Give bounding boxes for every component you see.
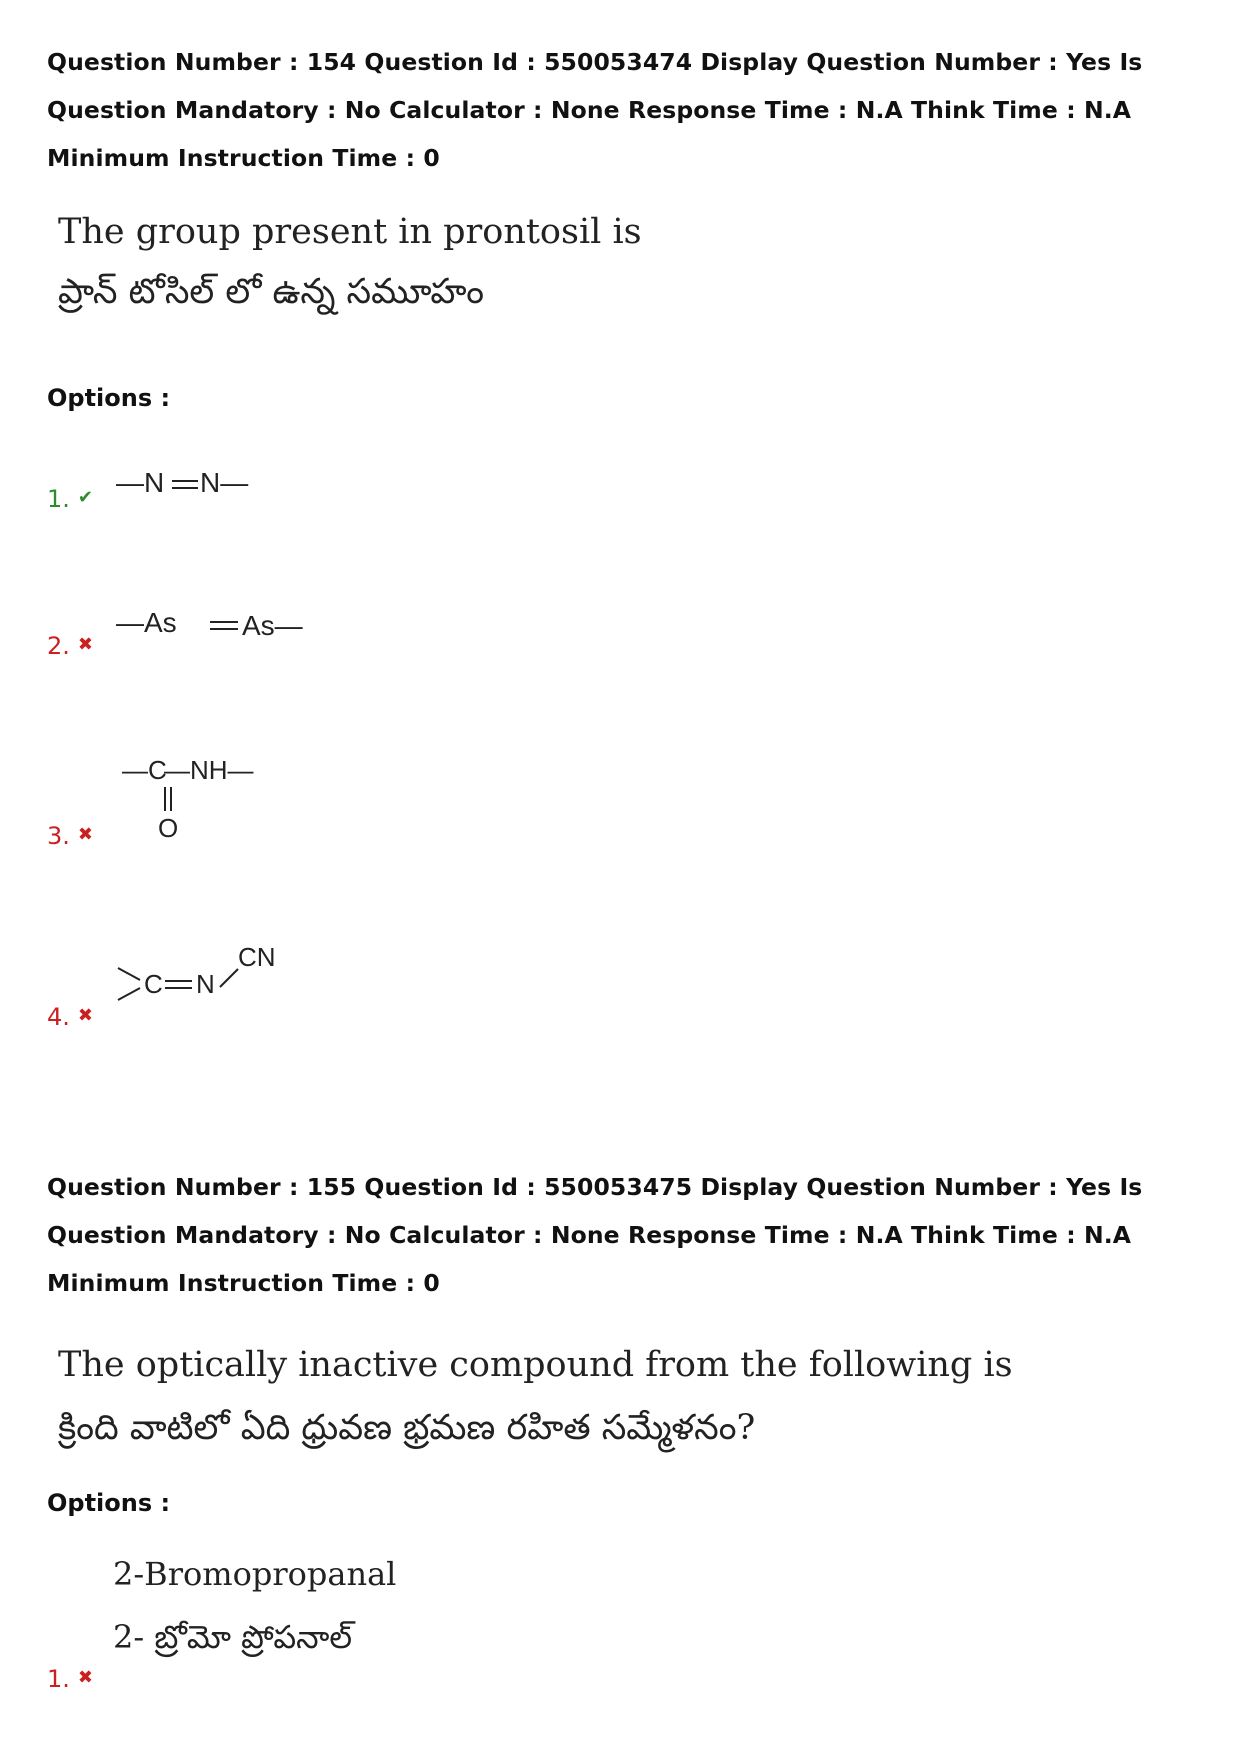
- formula-part: N: [196, 969, 215, 999]
- cross-icon: ✖: [77, 634, 93, 655]
- cross-icon: ✖: [77, 1005, 93, 1026]
- option-number-label: 4.: [47, 1003, 70, 1031]
- formula-part: CN: [238, 942, 276, 972]
- option-2-formula: [110, 600, 360, 650]
- formula-part: —NH—: [164, 755, 254, 785]
- option-2-number: [47, 632, 93, 660]
- question-154-meta: Question Number : 154 Question Id : 550053474 Display Question Number : Yes Is Question Mandatory : No Calculator : None Response Time : N.A Think Time : N.A Minimum Instruction Time : 0: [47, 48, 1143, 172]
- option-number-label: 2.: [47, 632, 70, 660]
- option-4-number: [47, 1003, 93, 1031]
- option-3-formula: [110, 745, 330, 845]
- option-1-formula: [110, 460, 310, 510]
- formula-part: —As: [116, 607, 177, 638]
- option-number-label: 3.: [47, 822, 70, 850]
- question-154-text-te: ప్రాన్ టోసిల్ లో ఉన్న సమూహం: [58, 272, 484, 312]
- single-bond-upper: [118, 968, 140, 980]
- option-number-label: 1.: [47, 485, 70, 513]
- question-155-text-te: క్రింది వాటిలో ఏది ధ్రువణ భ్రమణ రహిత సమ్మేళనం?: [58, 1408, 756, 1448]
- option-1-number: [47, 485, 93, 513]
- question-154-text-en: The group present in prontosil is: [58, 212, 642, 252]
- formula-part: O: [158, 813, 179, 843]
- option-3-number: [47, 822, 93, 850]
- single-bond-cn: [220, 969, 238, 987]
- question-155-text-en: The optically inactive compound from the following is: [58, 1345, 1013, 1385]
- option-1-text-en: 2-Bromopropanal: [113, 1555, 397, 1593]
- formula-part: —C: [122, 755, 167, 785]
- option-number-label: 1.: [47, 1665, 70, 1693]
- single-bond-lower: [118, 988, 140, 1000]
- formula-part: As—: [242, 610, 303, 641]
- question-154-options-label: Options :: [47, 384, 171, 412]
- question-155-options-label: Options :: [47, 1489, 171, 1517]
- option-1-text-te: 2- బ్రోమో ప్రోపనాల్: [113, 1618, 353, 1656]
- cross-icon: ✖: [77, 824, 93, 845]
- option-4-formula: [110, 935, 330, 1015]
- formula-part: C: [144, 969, 163, 999]
- cross-icon: ✖: [77, 1667, 93, 1688]
- question-155-meta: Question Number : 155 Question Id : 550053475 Display Question Number : Yes Is Question Mandatory : No Calculator : None Response Time : N.A Think Time : N.A Minimum Instruction Time : 0: [47, 1173, 1143, 1297]
- option-1-number: [47, 1665, 93, 1693]
- formula-part: N—: [200, 467, 249, 498]
- formula-part: —N: [116, 467, 165, 498]
- check-icon: ✔: [77, 487, 93, 508]
